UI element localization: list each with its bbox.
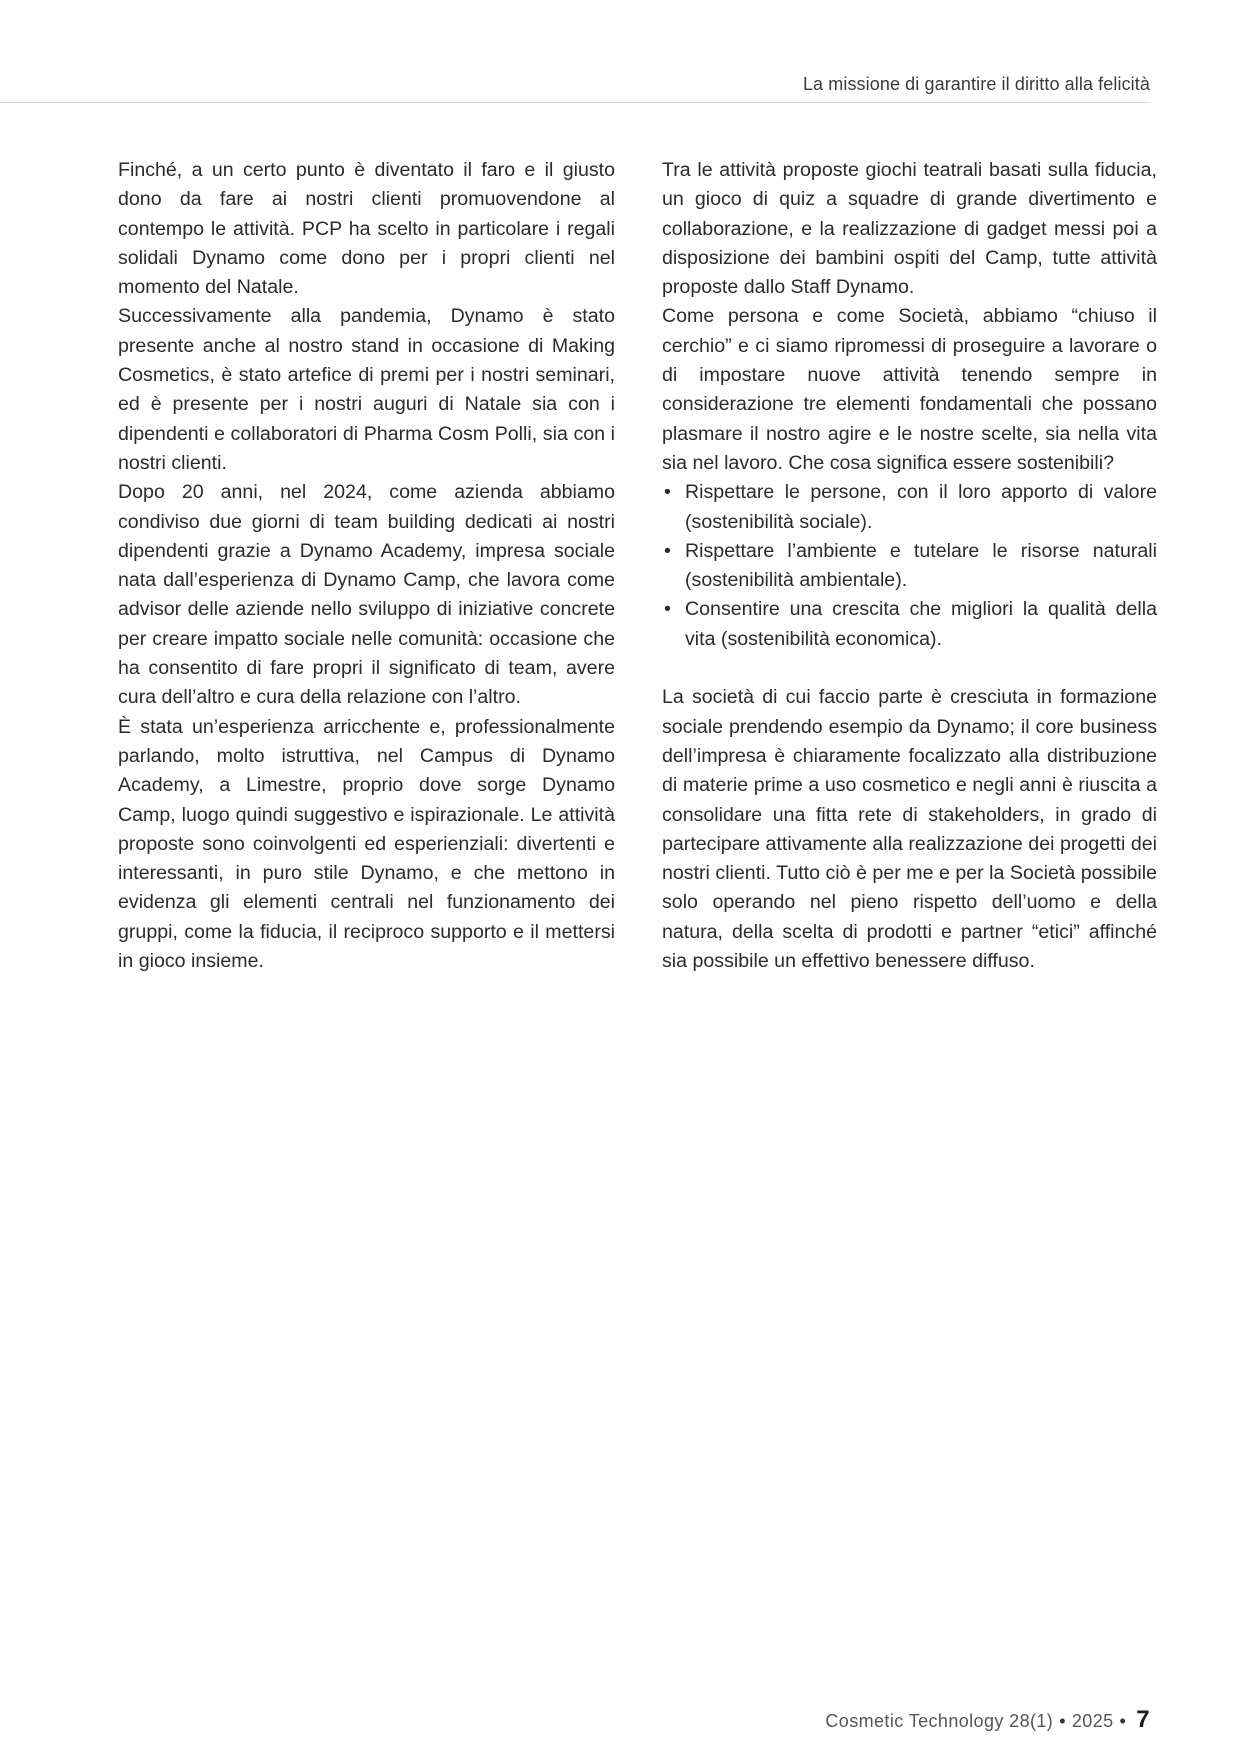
bullet-icon: • [664, 539, 671, 562]
page-footer [825, 1706, 1150, 1734]
body-paragraph: Tra le attività proposte giochi teatrali basati sulla fiducia, un gioco di quiz a squadre di grande divertimento e collaborazione, e la realizzazione di gadget messi poi a disposizione dei bambini ospiti del Camp, tutte attività proposte dallo Staff Dynamo. [662, 159, 1157, 299]
list-item-text: Rispettare l’ambiente e tutelare le risorse naturali (sostenibilità ambientale). [685, 539, 1157, 592]
body-paragraph: Successivamente alla pandemia, Dynamo è stato presente anche al nostro stand in occasione di Making Cosmetics, è stato artefice di premi per i nostri seminari, ed è presente per i nostri auguri di Natale sia con i dipendenti e collaboratori di Pharma Cosm Polli, sia con i nostri clienti. [118, 305, 615, 474]
list-item-text: Rispettare le persone, con il loro apporto di valore (sostenibilità sociale). [685, 481, 1157, 533]
page-number: 7 [1136, 1706, 1150, 1733]
publication-year: 2025 [1071, 1711, 1114, 1731]
bullet-icon: • [664, 481, 671, 504]
body-paragraph: È stata un’esperienza arricchente e, professionalmente parlando, molto istruttiva, nel Campus di Dynamo Academy, a Limestre, proprio dove sorge Dynamo Camp, luogo quindi suggestivo e ispirazionale. Le attività proposte sono coinvolgenti ed esperienziali: divertenti e interessanti, in puro stile Dynamo, e che mettono in evidenza gli elementi centrali nel funzionamento dei gruppi, come la fiducia, il reciproco supporto e il mettersi in gioco insieme. [118, 715, 615, 973]
body-paragraph: Dopo 20 anni, nel 2024, come azienda abbiamo condiviso due giorni di team building dedicati ai nostri dipendenti grazie a Dynamo Academy, impresa sociale nata dall’esperienza di Dynamo Camp, che lavora come advisor delle aziende nello sviluppo di iniziative concrete per creare impatto sociale nelle comunità: occasione che ha consentito di fare propri il significato di team, avere cura dell’altro e cura della relazione con l’altro. [118, 481, 615, 709]
footer-separator: • [1059, 1711, 1066, 1731]
running-head-title: La missione di garantire il diritto alla felicità [802, 74, 1150, 94]
list-item [662, 537, 1157, 596]
sustainability-list [662, 478, 1157, 654]
bullet-icon: • [664, 598, 671, 621]
list-item-text: Consentire una crescita che migliori la qualità della vita (sostenibilità economica). [685, 598, 1157, 650]
body-paragraph: La società di cui faccio parte è cresciuta in formazione sociale prendendo esempio da Dynamo; il core business dell’impresa è chiaramente focalizzato alla distribuzione di materie prime a uso cosmetico e negli anni è riuscita a consolidare una fitta rete di stakeholders, in grado di partecipare attivamente alla realizzazione dei progetti dei nostri clienti. Tutto ciò è per me e per la Società possibile solo operando nel pieno rispetto dell’uomo e della natura, della scelta di prodotti e partner “etici” affinché sia possibile un effettivo benessere diffuso. [662, 686, 1157, 973]
body-paragraph: Come persona e come Società, abbiamo “chiuso il cerchio” e ci siamo ripromessi di proseguire a lavorare o di impostare nuove attività tenendo sempre in considerazione tre elementi fondamentali che possano plasmare il nostro agire e le nostre scelte, sia nella vita sia nel lavoro. Che cosa significa essere sostenibili? [662, 305, 1157, 474]
right-column [662, 156, 1157, 976]
header-rule [0, 102, 1150, 103]
journal-name: Cosmetic Technology 28(1) [825, 1711, 1054, 1731]
footer-separator: • [1119, 1711, 1127, 1731]
list-item [662, 595, 1157, 654]
body-paragraph: Finché, a un certo punto è diventato il faro e il giusto dono da fare ai nostri clienti promuovendone al contempo le attività. PCP ha scelto in particolare i regali solidali Dynamo come dono per i propri clienti nel momento del Natale. [118, 159, 615, 299]
list-item [662, 478, 1157, 537]
left-column [118, 156, 615, 976]
